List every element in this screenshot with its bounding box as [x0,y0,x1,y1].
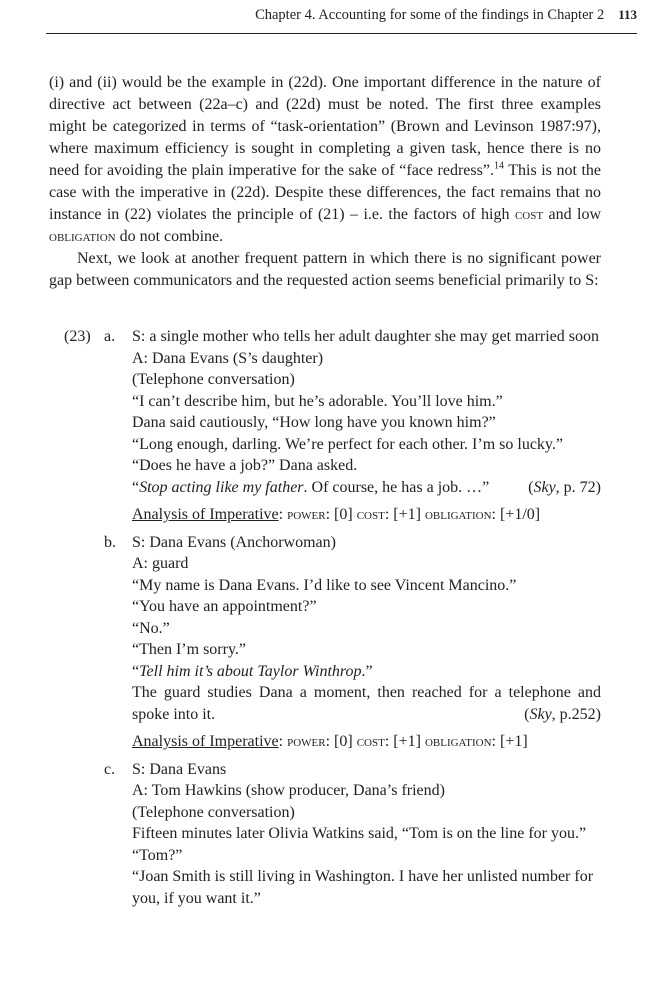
example-23b [49,532,601,753]
para1-text-2: This is not the case with the imperative in (22d). Despite these differences, the fact remains that no instance in (22) violates the principle of (21) – i.e. the factors of high [49,162,601,223]
chapter-title: Chapter 4. Accounting for some of the findings in Chapter 2 [255,7,605,23]
obligation-label: obligation [424,733,492,750]
obligation-value: : [+1/0] [491,506,541,523]
example-line: “Tom?” [132,846,183,864]
example-23 [49,326,601,909]
example-number: (23) [64,328,91,345]
italic-imperative: Tell him it’s about Taylor Winthrop [139,662,362,680]
paragraph-1 [49,72,601,248]
cost-value: : [+1] [384,733,425,750]
example-line: “Long enough, darling. We’re perfect for each other. I’m so lucky.” [132,435,563,453]
example-line [132,661,601,683]
analysis-line [132,731,601,753]
source-title: Sky [533,478,556,496]
header-rule [46,33,637,34]
para1-text-3: and low [543,206,601,223]
example-number-blank [49,532,104,753]
example-letter: a. [104,328,116,345]
example-line: (Telephone conversation) [132,803,295,821]
example-line: “Then I’m sorry.” [132,641,247,658]
power-label: power [287,506,326,523]
example-line: Dana said cautiously, “How long have you known him?” [132,414,496,431]
example-content [132,759,601,910]
example-line: “Joan Smith is still living in Washington. I have her unlisted number for you, if you want it.” [132,868,594,907]
power-value: : [0] [325,733,357,750]
quote-close: .” [361,662,373,680]
source-citation [512,704,601,726]
power-value: : [0] [325,506,357,523]
para1-text-1: (i) and (ii) would be the example in (22d). One important difference in the nature of directive act between (22a–c) and (22d) must be noted. The first three examples might be categorized in terms of “task-orientation” (Brown and Levinson 1987:97), where maximum efficiency is sought in completing a given task, hence there is no need for avoiding the plain imperative for the sake of “face redress”. [49,74,601,179]
italic-imperative: Stop acting like my father [139,478,304,496]
example-line: “My name is Dana Evans. I’d like to see Vincent Mancino.” [132,576,517,594]
analysis-label: Analysis of Imperative [132,506,279,523]
source-title: Sky [529,705,552,723]
example-23a [49,326,601,526]
line-rest: . Of course, he has a job. …” [303,478,490,496]
analysis-label: Analysis of Imperative [132,733,279,750]
example-line: S: Dana Evans [132,760,227,778]
term-cost: cost [514,206,544,223]
example-line: “No.” [132,619,170,637]
cost-label: cost [356,506,385,523]
running-head [46,7,637,24]
cost-label: cost [356,733,385,750]
source-page: , p.252) [551,705,601,723]
source-page: , p. 72) [555,478,601,496]
cost-value: : [+1] [384,506,425,523]
example-line: S: Dana Evans (Anchorwoman) [132,533,336,551]
line-text: spoke into it. [132,705,216,723]
example-line: S: a single mother who tells her adult daughter she may get married soon [132,328,599,345]
example-line [132,477,601,499]
example-letter: b. [104,533,116,551]
paragraph-2: Next, we look at another frequent pattern in which there is no significant power gap between communicators and the requested action seems beneficial primarily to S: [49,250,601,289]
example-content [132,532,601,753]
analysis-line [132,504,601,526]
example-letter: c. [104,760,116,778]
paren: ( [528,478,534,496]
example-line: The guard studies Dana a moment, then reached for a telephone and [132,684,601,701]
colon: : [278,506,288,523]
term-obligation: obligation [49,228,116,245]
example-line: A: Tom Hawkins (show producer, Dana’s friend) [132,782,445,799]
example-line: (Telephone conversation) [132,371,295,388]
obligation-label: obligation [424,506,492,523]
example-line: A: guard [132,555,189,572]
example-23c [49,759,601,910]
example-line: “You have an appointment?” [132,598,317,615]
source-citation [516,477,601,499]
example-line: A: Dana Evans (S’s daughter) [132,349,324,367]
colon: : [278,733,288,750]
quote-open: “ [132,662,140,680]
example-line: “I can’t describe him, but he’s adorable. You’ll love him.” [132,392,503,410]
example-content [132,326,601,526]
page-number: 113 [618,7,637,22]
example-number-blank [49,759,104,910]
example-line: “Does he have a job?” Dana asked. [132,457,358,474]
example-line: Fifteen minutes later Olivia Watkins said, “Tom is on the line for you.” [132,825,587,842]
body-text [49,72,601,292]
power-label: power [287,733,326,750]
example-line [132,704,601,726]
paren: ( [524,705,530,723]
para1-text-4: do not combine. [115,228,224,245]
obligation-value: : [+1] [491,733,528,750]
quote-open: “ [132,478,140,496]
footnote-marker: 14 [493,160,504,172]
